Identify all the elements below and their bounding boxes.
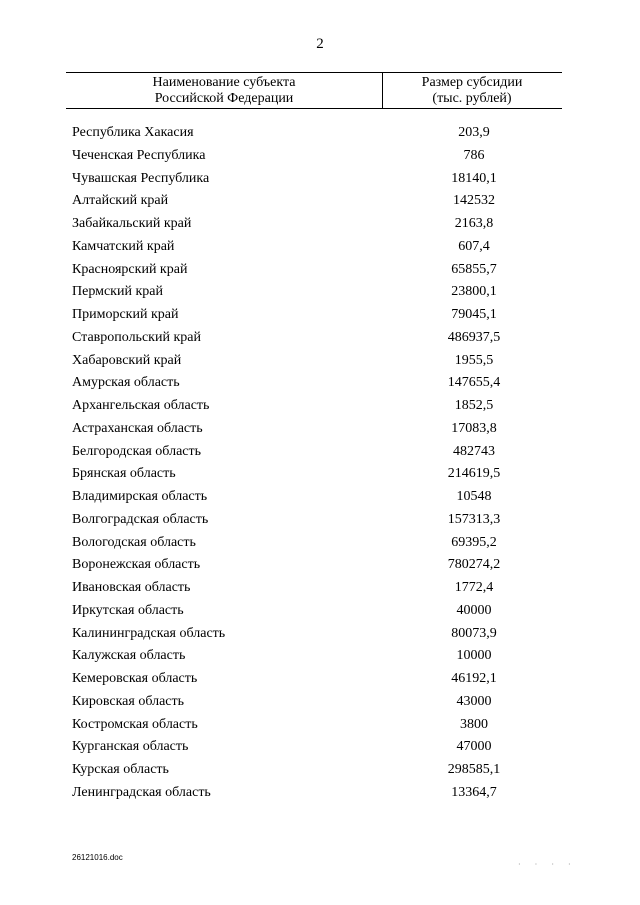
- table-row: [0, 782, 640, 805]
- subsidy-amount: 46192,1: [451, 671, 497, 686]
- table-row: [0, 259, 640, 282]
- region-name: Чеченская Республика: [72, 147, 206, 163]
- table-header: [66, 72, 562, 109]
- column-header-name: [66, 75, 382, 107]
- subsidy-amount: 23800,1: [451, 284, 497, 300]
- table-row: [0, 122, 640, 145]
- subsidy-amount: 214619,5: [447, 466, 501, 482]
- region-name: Кемеровская область: [72, 671, 198, 686]
- subsidy-amount: 142532: [453, 193, 495, 209]
- table-row: [0, 281, 640, 304]
- table-row: [0, 372, 640, 395]
- subsidy-amount: 17083,8: [451, 420, 497, 436]
- subsidy-amount: 203,9: [458, 125, 490, 140]
- region-name: Ленинградская область: [72, 784, 211, 800]
- table-row: [0, 532, 640, 555]
- scan-artifact: · · · ·: [518, 860, 577, 869]
- subsidy-amount: 43000: [456, 693, 492, 709]
- region-name: Брянская область: [72, 466, 176, 482]
- table-body: [0, 122, 640, 805]
- subsidy-amount: 157313,3: [447, 511, 501, 527]
- subsidy-amount: 607,4: [458, 238, 490, 254]
- table-row: [0, 486, 640, 509]
- table-row: [0, 600, 640, 623]
- region-name: Республика Хакасия: [72, 125, 194, 140]
- page-number: 2: [316, 36, 324, 52]
- table-row: [0, 190, 640, 213]
- table-row: [0, 145, 640, 168]
- subsidy-amount: 1955,5: [454, 352, 494, 368]
- table-row: [0, 645, 640, 668]
- table-row: [0, 736, 640, 759]
- region-name: Камчатский край: [72, 238, 175, 254]
- table-row: [0, 714, 640, 737]
- region-name: Вологодская область: [72, 534, 196, 550]
- table-row: [0, 395, 640, 418]
- region-name: Амурская область: [72, 375, 180, 391]
- subsidy-amount: 486937,5: [447, 329, 501, 345]
- table-row: [0, 554, 640, 577]
- table-row: [0, 236, 640, 259]
- region-name: Волгоградская область: [72, 511, 209, 527]
- column-header-amount: [382, 75, 562, 107]
- subsidy-amount: 10548: [456, 489, 492, 504]
- region-name: Курганская область: [72, 739, 189, 755]
- table-row: [0, 304, 640, 327]
- subsidy-amount: 786: [463, 147, 485, 163]
- region-name: Калининградская область: [72, 625, 226, 641]
- region-name: Курская область: [72, 762, 169, 777]
- column-header-amount-line2: (тыс. рублей): [432, 91, 512, 106]
- region-name: Иркутская область: [72, 602, 184, 618]
- subsidy-amount: 2163,8: [454, 216, 494, 231]
- subsidy-amount: 47000: [456, 739, 492, 755]
- region-name: Ставропольский край: [72, 329, 201, 345]
- table-row: [0, 213, 640, 236]
- region-name: Чувашская Республика: [72, 170, 210, 186]
- column-header-name-line1: Наименование субъекта: [152, 75, 296, 90]
- region-name: Кировская область: [72, 693, 185, 709]
- subsidy-amount: 147655,4: [447, 375, 501, 391]
- region-name: Калужская область: [72, 648, 186, 664]
- subsidy-amount: 780274,2: [447, 557, 501, 573]
- table-row: [0, 691, 640, 714]
- table-row: [0, 441, 640, 464]
- table-row: [0, 418, 640, 441]
- table-row: [0, 327, 640, 350]
- region-name: Приморский край: [72, 307, 179, 322]
- subsidy-amount: 10000: [456, 648, 492, 664]
- column-header-name-line2: Российской Федерации: [154, 91, 294, 106]
- region-name: Белгородская область: [72, 443, 202, 459]
- subsidy-amount: 13364,7: [451, 784, 497, 800]
- subsidy-amount: 65855,7: [451, 261, 497, 277]
- subsidy-amount: 298585,1: [447, 762, 501, 777]
- table-row: [0, 759, 640, 782]
- subsidy-amount: 69395,2: [451, 534, 497, 550]
- subsidy-amount: 18140,1: [451, 170, 497, 186]
- subsidy-amount: 482743: [453, 443, 495, 459]
- subsidy-amount: 1772,4: [454, 580, 494, 595]
- subsidy-amount: 1852,5: [454, 398, 494, 413]
- region-name: Костромская область: [72, 716, 198, 732]
- table-row: [0, 168, 640, 191]
- table-row: [0, 577, 640, 600]
- subsidy-amount: 79045,1: [451, 307, 497, 322]
- region-name: Алтайский край: [72, 193, 169, 209]
- region-name: Владимирская область: [72, 489, 208, 504]
- table-row: [0, 623, 640, 646]
- subsidy-amount: 80073,9: [451, 625, 497, 641]
- table-row: [0, 463, 640, 486]
- region-name: Астраханская область: [72, 420, 203, 436]
- footer-file-name: 26121016.doc: [72, 853, 123, 862]
- table-row: [0, 350, 640, 373]
- subsidy-amount: 40000: [456, 602, 492, 618]
- subsidy-amount: 3800: [460, 716, 488, 732]
- region-name: Ивановская область: [72, 580, 191, 595]
- column-header-amount-line1: Размер субсидии: [421, 75, 523, 90]
- table-row: [0, 509, 640, 532]
- region-name: Архангельская область: [72, 398, 210, 413]
- region-name: Хабаровский край: [72, 352, 182, 368]
- region-name: Воронежская область: [72, 557, 201, 573]
- region-name: Пермский край: [72, 284, 163, 300]
- region-name: Красноярский край: [72, 261, 188, 277]
- table-row: [0, 668, 640, 691]
- region-name: Забайкальский край: [72, 216, 192, 231]
